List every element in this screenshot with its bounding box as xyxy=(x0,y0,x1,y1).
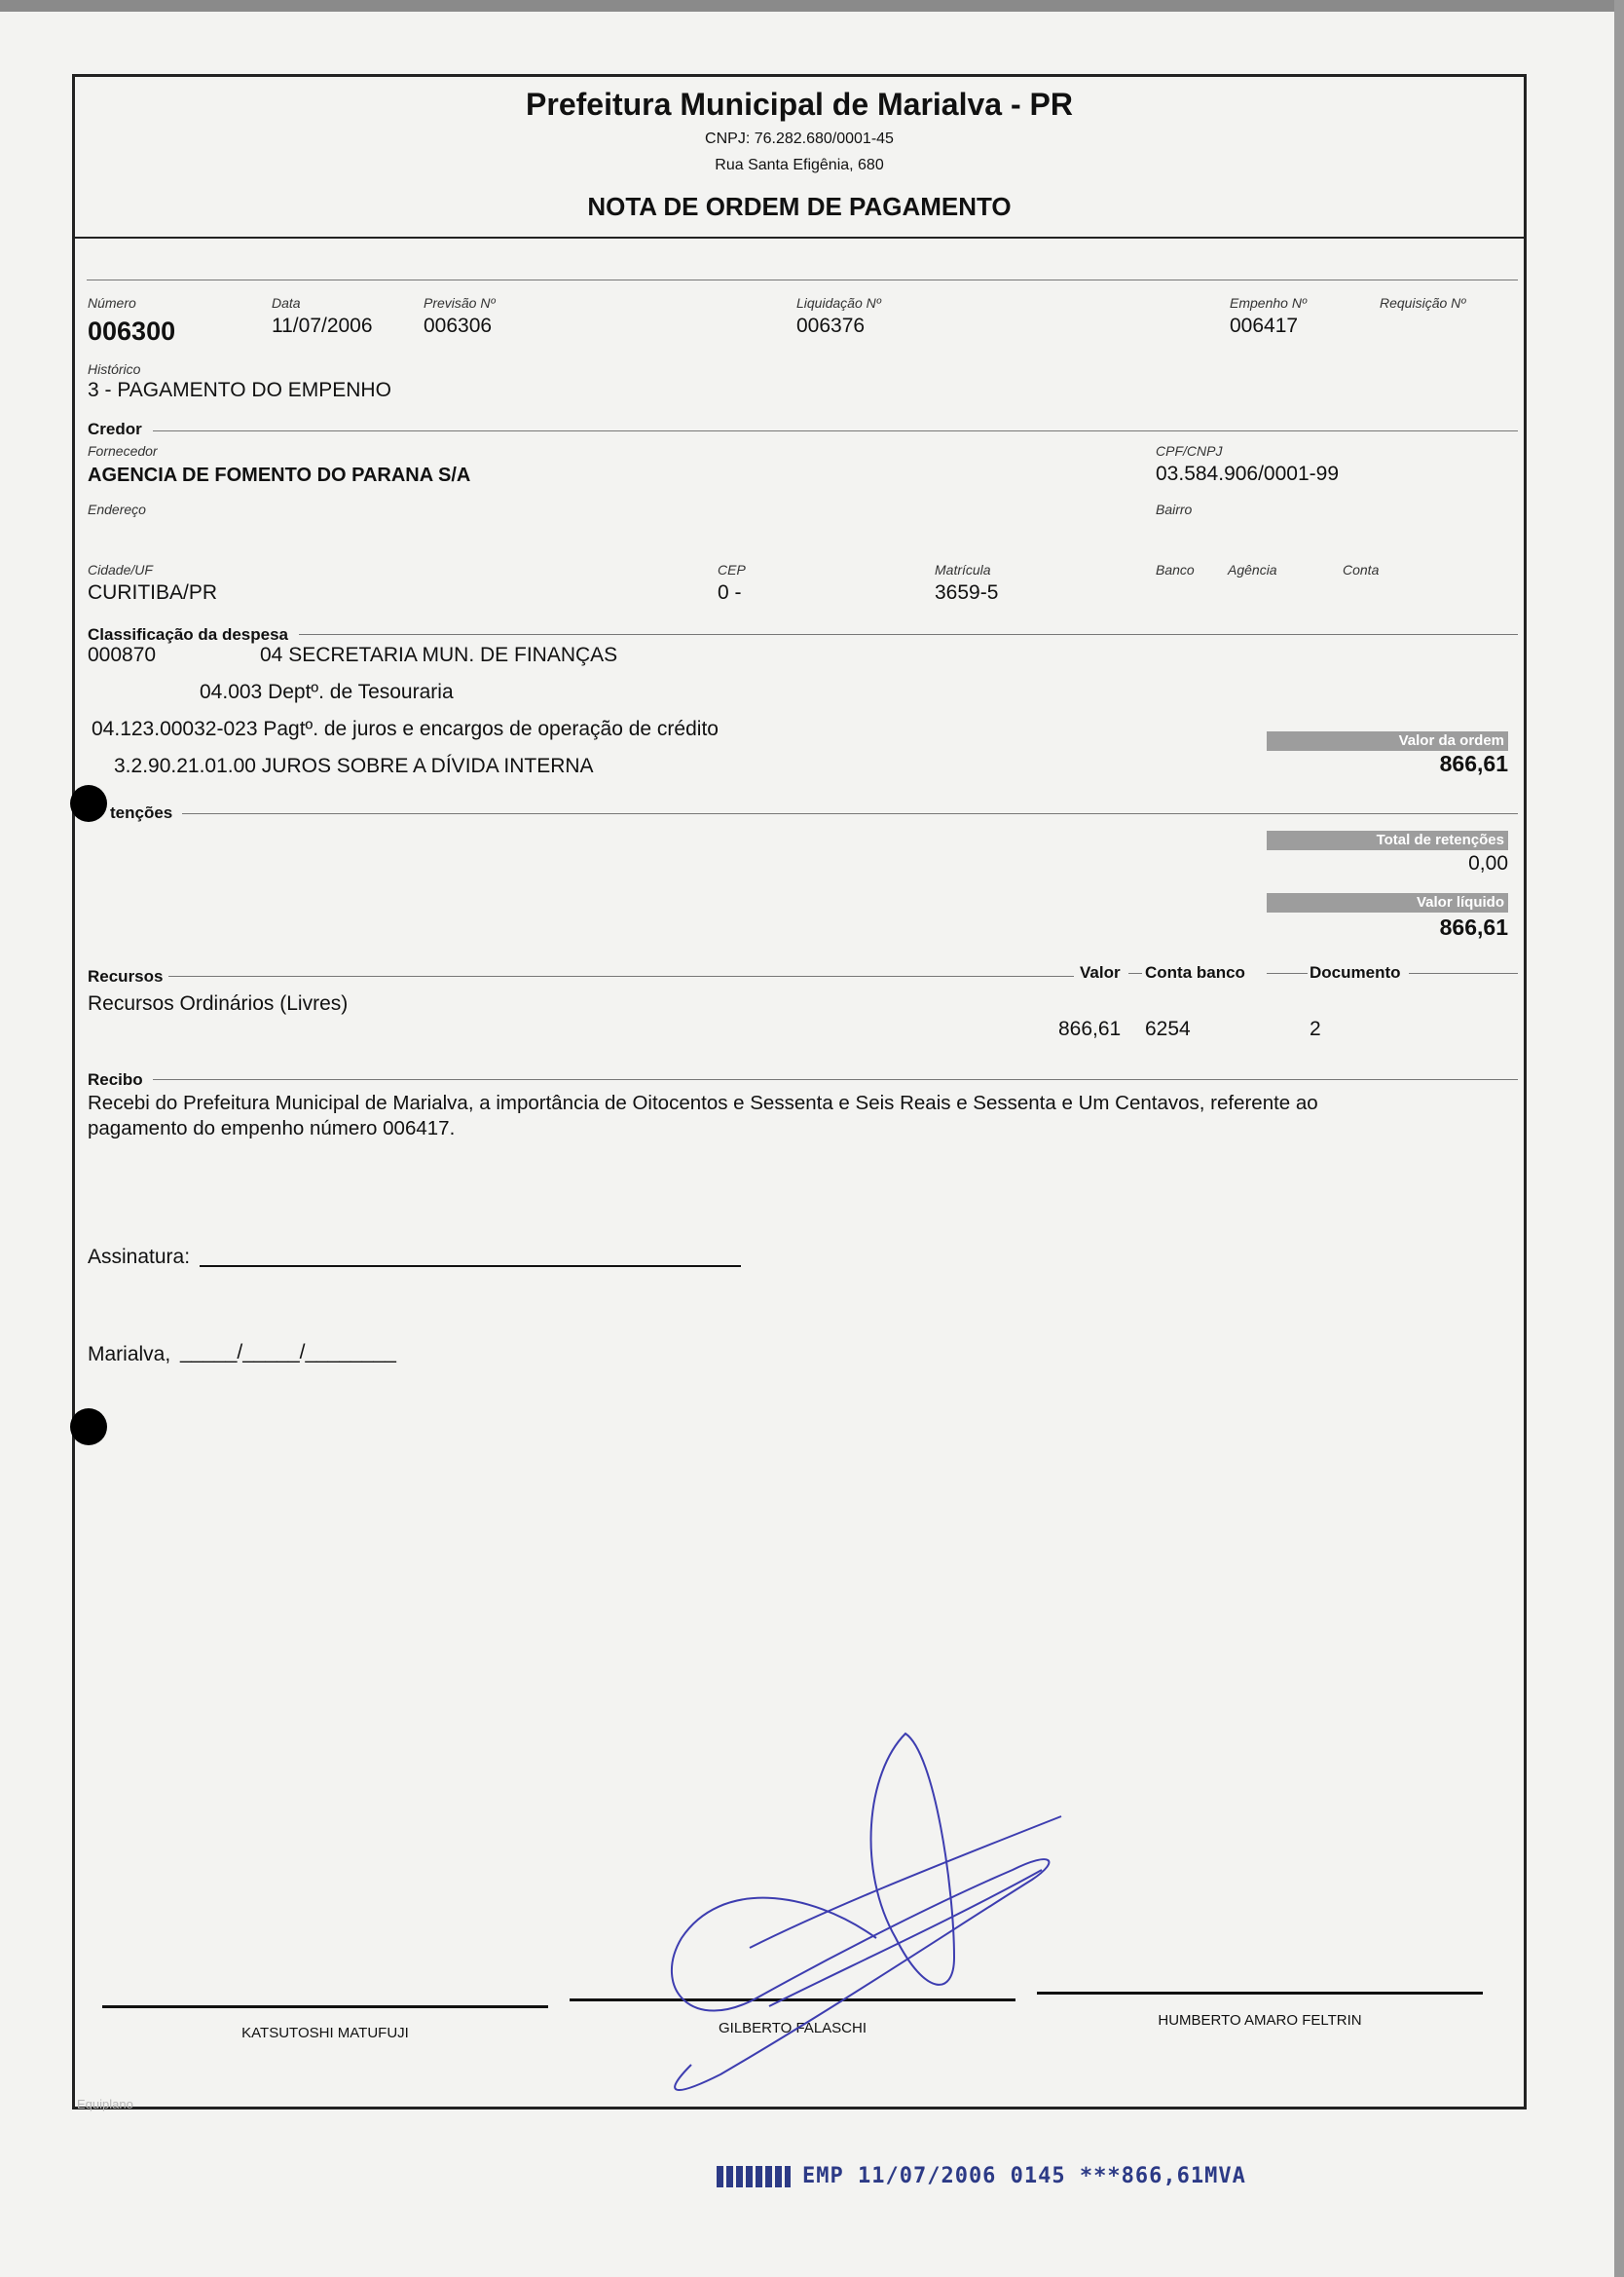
empenho-label: Empenho Nº xyxy=(1230,295,1308,311)
cnpj-text: CNPJ: 76.282.680/0001-45 xyxy=(705,131,894,147)
valor-ordem-label: Valor da ordem xyxy=(1398,732,1504,749)
historico-label: Histórico xyxy=(88,361,141,377)
requisicao-label: Requisição Nº xyxy=(1380,295,1466,311)
page-title: Prefeitura Municipal de Marialva - PR xyxy=(526,87,1073,122)
recursos-valor-header: Valor xyxy=(1080,963,1121,982)
stamp-text: EMP 11/07/2006 0145 ***866,61MVA xyxy=(802,2164,1246,2188)
endereco-label: Endereço xyxy=(88,502,146,517)
recursos-conta: 6254 xyxy=(1145,1018,1191,1040)
matricula-value: 3659-5 xyxy=(935,581,999,604)
classificacao-section-title: Classificação da despesa xyxy=(88,625,289,644)
recibo-text-line-1: Recebi do Prefeitura Municipal de Marialva, a importância de Oitocentos e Sessenta e Seis Reais e Sessenta e Um Centavos, referente ao xyxy=(88,1092,1318,1114)
cidade-label: Cidade/UF xyxy=(88,562,153,578)
credor-section-title: Credor xyxy=(88,420,142,438)
numero-label: Número xyxy=(88,295,136,311)
total-retencoes-label: Total de retenções xyxy=(1376,832,1504,848)
matricula-label: Matrícula xyxy=(935,562,991,578)
empenho-value: 006417 xyxy=(1230,315,1299,337)
retencoes-section-title: tenções xyxy=(110,803,173,822)
classificacao-line-3: 04.123.00032-023 Pagtº. de juros e encargos de operação de crédito xyxy=(92,718,719,740)
classificacao-line-2: 04.003 Deptº. de Tesouraria xyxy=(200,681,454,703)
hole-punch-bottom xyxy=(70,1408,107,1445)
cidade-value: CURITIBA/PR xyxy=(88,581,218,604)
total-retencoes-header xyxy=(1267,831,1508,850)
signature-name-3: HUMBERTO AMARO FELTRIN xyxy=(1158,2012,1362,2029)
recursos-valor: 866,61 xyxy=(1058,1018,1122,1040)
assinatura-line xyxy=(200,1265,741,1267)
fornecedor-label: Fornecedor xyxy=(88,443,158,459)
signature-name-1: KATSUTOSHI MATUFUJI xyxy=(241,2025,409,2041)
scan-right-edge xyxy=(1614,0,1624,2277)
document-title: NOTA DE ORDEM DE PAGAMENTO xyxy=(587,192,1012,221)
total-retencoes-value: 0,00 xyxy=(1468,852,1508,875)
data-value: 11/07/2006 xyxy=(272,315,373,337)
classificacao-divider xyxy=(299,634,1518,635)
numero-value: 006300 xyxy=(88,317,176,346)
recursos-header-sep-2 xyxy=(1267,973,1308,974)
classificacao-code: 000870 xyxy=(88,644,157,666)
classificacao-line-1: 04 SECRETARIA MUN. DE FINANÇAS xyxy=(260,644,618,666)
agencia-label: Agência xyxy=(1228,562,1277,578)
recursos-header-sep-1 xyxy=(1128,973,1142,974)
valor-liquido-header xyxy=(1267,893,1508,913)
cpf-value: 03.584.906/0001-99 xyxy=(1156,463,1340,485)
hole-punch-top xyxy=(70,785,107,822)
recibo-text-line-2: pagamento do empenho número 006417. xyxy=(88,1117,456,1139)
cep-label: CEP xyxy=(718,562,746,578)
previsao-label: Previsão Nº xyxy=(424,295,496,311)
cpf-label: CPF/CNPJ xyxy=(1156,443,1223,459)
recursos-documento-header: Documento xyxy=(1310,963,1401,982)
recursos-conta-header: Conta banco xyxy=(1145,963,1245,982)
bottom-stamp xyxy=(717,2164,1246,2188)
previsao-value: 006306 xyxy=(424,315,493,337)
recursos-divider xyxy=(168,976,1074,977)
credor-divider xyxy=(153,430,1518,431)
banco-label: Banco xyxy=(1156,562,1195,578)
bairro-label: Bairro xyxy=(1156,502,1193,517)
recibo-divider xyxy=(153,1079,1518,1080)
historico-value: 3 - PAGAMENTO DO EMPENHO xyxy=(88,379,391,401)
valor-ordem-header xyxy=(1267,731,1508,751)
signature-line-1 xyxy=(102,2005,548,2008)
date-blank: _____/_____/________ xyxy=(180,1341,396,1363)
assinatura-label: Assinatura: xyxy=(88,1246,191,1268)
fornecedor-value: AGENCIA DE FOMENTO DO PARANA S/A xyxy=(88,465,471,486)
data-label: Data xyxy=(272,295,301,311)
recursos-header-sep-3 xyxy=(1409,973,1518,974)
cep-value: 0 - xyxy=(718,581,742,604)
stamp-logo-icon xyxy=(717,2166,791,2187)
software-watermark: Equiplano xyxy=(77,2097,133,2111)
conta-label: Conta xyxy=(1343,562,1380,578)
header-divider xyxy=(75,237,1524,239)
recibo-section-title: Recibo xyxy=(88,1070,143,1089)
signature-line-3 xyxy=(1037,1992,1483,1995)
signature-name-2: GILBERTO FALASCHI xyxy=(719,2020,867,2036)
address-text: Rua Santa Efigênia, 680 xyxy=(715,157,884,173)
liquidacao-value: 006376 xyxy=(796,315,866,337)
recursos-section-title: Recursos xyxy=(88,967,164,986)
classificacao-line-4: 3.2.90.21.01.00 JUROS SOBRE A DÍVIDA INTERNA xyxy=(114,755,594,777)
recursos-documento: 2 xyxy=(1310,1018,1321,1040)
handwritten-signature xyxy=(633,1714,1090,2104)
retencoes-divider xyxy=(182,813,1518,814)
valor-ordem-value: 866,61 xyxy=(1439,751,1508,776)
liquidacao-label: Liquidação Nº xyxy=(796,295,881,311)
valor-liquido-value: 866,61 xyxy=(1439,915,1508,940)
local-label: Marialva, xyxy=(88,1343,171,1365)
valor-liquido-label: Valor líquido xyxy=(1416,894,1504,911)
scan-top-edge xyxy=(0,0,1624,12)
recursos-descricao: Recursos Ordinários (Livres) xyxy=(88,992,349,1015)
